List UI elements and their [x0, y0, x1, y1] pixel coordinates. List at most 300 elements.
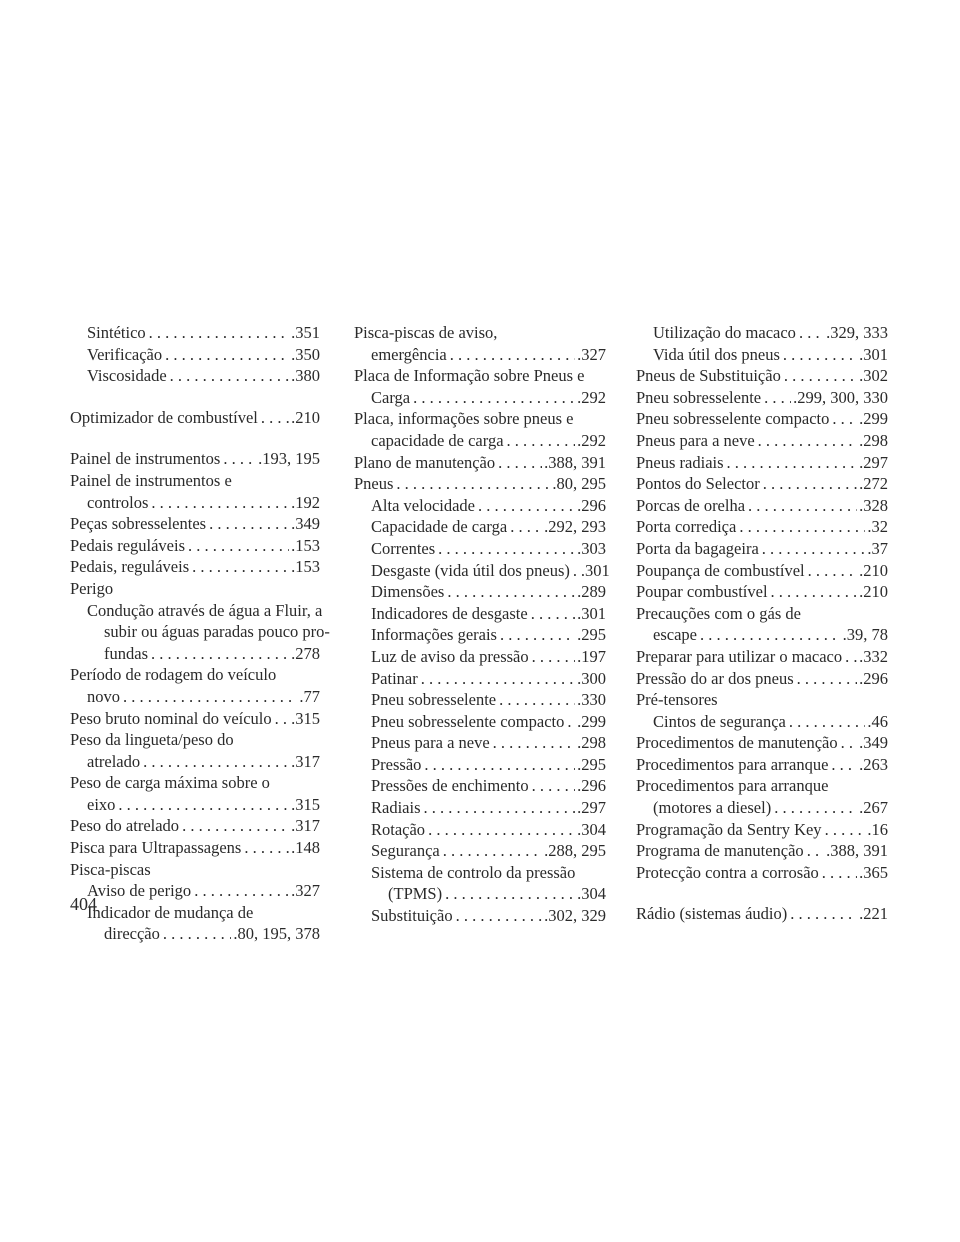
dot-leader: [424, 797, 576, 819]
entry-continuation-line: [70, 686, 320, 708]
index-subentry: [70, 902, 320, 945]
page-reference: .301: [859, 344, 888, 364]
page-reference: .380: [291, 366, 320, 386]
entry-term-line: [70, 837, 320, 859]
entry-term-line: [371, 797, 606, 819]
index-subentry: [354, 646, 606, 668]
entry-term: emergência: [371, 344, 447, 364]
page-reference: .301: [577, 603, 606, 623]
entry-term-line: [371, 646, 606, 668]
dot-leader: [567, 711, 575, 733]
index-entry: [636, 495, 888, 517]
page-reference: .297: [859, 452, 888, 472]
entry-term-line: [636, 560, 888, 582]
entry-term: Utilização do macaco: [653, 323, 796, 342]
entry-continuation-line: [354, 344, 606, 366]
index-entry: [636, 365, 888, 387]
entry-term: escape: [653, 625, 697, 645]
page-reference: .296: [577, 776, 606, 796]
entry-term: Placa, informações sobre pneus e: [354, 409, 574, 429]
index-subentry: [636, 344, 888, 366]
entry-term: Perigo: [70, 578, 114, 598]
dot-leader: [143, 751, 289, 773]
index-entry: [70, 664, 320, 707]
page-reference: .289: [577, 582, 606, 602]
dot-leader: [396, 473, 550, 495]
index-subentry: [354, 689, 606, 711]
entry-term-line: [70, 470, 320, 492]
entry-term: Programação da Sentry Key: [636, 819, 822, 839]
dot-leader: [421, 668, 575, 690]
entry-term: Pneus para a neve: [636, 430, 755, 450]
page-reference: .365: [859, 862, 888, 882]
index-entry: [636, 581, 888, 603]
entry-term: Luz de aviso da pressão: [371, 646, 529, 666]
dot-leader: [825, 819, 866, 841]
index-subentry: [354, 862, 606, 905]
index-subentry: [354, 538, 606, 560]
index-entry: [636, 689, 888, 711]
dot-leader: [456, 905, 543, 927]
entry-term: Pisca-piscas de aviso,: [354, 323, 498, 342]
dot-leader: [447, 581, 575, 603]
entry-continuation-line: [371, 883, 606, 905]
entry-term: Radiais: [371, 798, 421, 818]
dot-leader: [727, 452, 858, 474]
entry-term-line: [371, 754, 606, 776]
index-entry: [636, 668, 888, 690]
entry-term-line: [354, 473, 606, 495]
entry-term-line: [70, 859, 320, 881]
dot-leader: [424, 754, 575, 776]
entry-term: Condução através de água a Fluir, a: [87, 600, 323, 620]
dot-leader: [223, 448, 256, 470]
entry-term: novo: [87, 686, 120, 706]
page-reference: .210: [859, 582, 888, 602]
page-reference: .351: [291, 323, 320, 342]
dot-leader: [182, 815, 289, 837]
entry-term-line: [653, 322, 888, 344]
dot-leader: [822, 862, 857, 884]
page-reference: .302: [859, 366, 888, 386]
page-reference: .328: [859, 495, 888, 515]
entry-term-line: [87, 880, 320, 902]
page-reference: .300: [577, 668, 606, 688]
page-reference: .16: [867, 819, 888, 839]
index-entry: [636, 646, 888, 668]
page-reference: .298: [859, 430, 888, 450]
entry-term: Protecção contra a corrosão: [636, 862, 819, 882]
entry-term: Viscosidade: [87, 366, 167, 386]
dot-leader: [443, 840, 542, 862]
entry-term-line: [371, 711, 606, 733]
entry-continuation-line: [87, 923, 320, 945]
entry-term-line: [636, 840, 888, 862]
entry-term: Verificação: [87, 344, 163, 364]
page-reference: .349: [291, 514, 320, 534]
entry-term: Cintos de segurança: [653, 711, 786, 731]
entry-term-line: [636, 603, 888, 625]
entry-term: Patinar: [371, 668, 418, 688]
entry-term: Pneu sobresselente compacto: [636, 409, 830, 429]
entry-term-line: [87, 902, 320, 924]
entry-term-line: [371, 516, 606, 538]
entry-term: Plano de manutenção: [354, 452, 496, 472]
dot-leader: [149, 322, 289, 344]
dot-leader: [739, 516, 865, 538]
page-reference: .278: [291, 643, 320, 663]
entry-term: Pré-tensores: [636, 690, 718, 710]
entry-term: Porta da bagageira: [636, 538, 759, 558]
page-reference: .192: [291, 492, 320, 512]
entry-term-line: [653, 344, 888, 366]
index-subentry: [354, 495, 606, 517]
index-entry: [70, 578, 320, 600]
index-entry: [636, 560, 888, 582]
page-reference: .304: [577, 819, 606, 839]
index-entry: [636, 819, 888, 841]
index-subentry: [354, 754, 606, 776]
page-reference: .296: [859, 668, 888, 688]
index-entry: [354, 408, 606, 451]
entry-term-line: [636, 819, 888, 841]
entry-term-line: [371, 560, 610, 582]
page-reference: .292: [577, 430, 606, 450]
dot-leader: [151, 492, 289, 514]
dot-leader: [783, 344, 857, 366]
dot-leader: [192, 556, 289, 578]
dot-leader: [784, 365, 857, 387]
entry-term-line: [636, 516, 888, 538]
page-reference: .388, 391: [826, 841, 888, 861]
entry-term: Pedais, reguláveis: [70, 557, 190, 577]
page-reference: .210: [859, 560, 888, 580]
index-entry: [70, 859, 320, 881]
entry-term: Poupar combustível: [636, 582, 768, 602]
index-subentry: [70, 880, 320, 902]
page-reference: .221: [859, 904, 888, 924]
entry-term-line: [636, 903, 888, 925]
index-entry: [70, 815, 320, 837]
entry-term: Pressão do ar dos pneus: [636, 668, 794, 688]
entry-term: Pisca para Ultrapassagens: [70, 838, 242, 858]
dot-leader: [774, 797, 857, 819]
entry-continuation-line: [636, 797, 888, 819]
page-reference: .292, 293: [544, 517, 606, 537]
entry-term-line: [636, 538, 888, 560]
index-subentry: [354, 560, 610, 582]
dot-leader: [413, 387, 575, 409]
dot-leader: [831, 754, 857, 776]
index-subentry: [636, 322, 888, 344]
index-column-left: [70, 322, 330, 945]
entry-term: fundas: [104, 643, 148, 663]
entry-term: Procedimentos para arranque: [636, 776, 829, 796]
index-entry: [636, 473, 888, 495]
entry-term-line: [371, 603, 606, 625]
page-reference: .388, 391: [544, 452, 606, 472]
entry-term-line: [636, 452, 888, 474]
dot-leader: [261, 407, 289, 429]
page-reference: .39, 78: [842, 625, 888, 645]
entry-term-line: [636, 668, 888, 690]
dot-leader: [764, 387, 791, 409]
dot-leader: [165, 344, 289, 366]
index-subentry: [354, 840, 606, 862]
entry-term: Correntes: [371, 538, 436, 558]
entry-term-line: [70, 513, 320, 535]
page-reference: .327: [291, 881, 320, 901]
entry-term: Sintético: [87, 323, 146, 342]
index-subentry: [354, 603, 606, 625]
dot-leader: [493, 732, 575, 754]
dot-leader: [188, 535, 289, 557]
entry-term: capacidade de carga: [371, 430, 504, 450]
page-reference: .210: [291, 407, 320, 427]
index-subentry: [70, 365, 320, 387]
page-number: 404: [70, 894, 97, 914]
dot-leader: [700, 624, 841, 646]
entry-term: Pressão: [371, 754, 422, 774]
entry-continuation-line: [87, 643, 320, 665]
dot-leader: [445, 883, 575, 905]
page-reference: .80, 295: [552, 474, 606, 494]
dot-leader: [832, 408, 857, 430]
entry-continuation-line: [354, 387, 606, 409]
entry-term: Placa de Informação sobre Pneus e: [354, 366, 585, 386]
page-reference: .80, 195, 378: [233, 924, 320, 944]
entry-term-line: [354, 452, 606, 474]
page-reference: .299, 300, 330: [793, 387, 888, 407]
dot-leader: [763, 473, 857, 495]
page-reference: .317: [291, 751, 320, 771]
entry-term: (motores a diesel): [653, 798, 772, 818]
page-reference: .296: [577, 495, 606, 515]
entry-term: Rádio (sistemas áudio): [636, 904, 788, 924]
entry-term: Informações gerais: [371, 625, 497, 645]
entry-term-line: [70, 772, 320, 794]
index-entry: [70, 470, 320, 513]
entry-term-line: [636, 430, 888, 452]
dot-leader: [478, 495, 575, 517]
entry-term-line: [371, 538, 606, 560]
dot-leader: [573, 560, 579, 582]
dot-leader: [170, 365, 289, 387]
entry-term: Indicador de mudança de: [87, 902, 254, 922]
index-subentry: [354, 819, 606, 841]
entry-term-line: [653, 711, 888, 733]
index-subentry: [354, 668, 606, 690]
entry-term-line: [636, 689, 888, 711]
entry-continuation-line: [354, 430, 606, 452]
entry-term: Pneus radiais: [636, 452, 724, 472]
entry-term: direcção: [104, 924, 160, 944]
page-reference: .330: [577, 690, 606, 710]
index-column-right: [636, 322, 888, 925]
index-entry: [70, 837, 320, 859]
entry-term-line: [636, 365, 888, 387]
page-reference: .301: [580, 560, 610, 580]
index-subentry: [354, 581, 606, 603]
page-reference: .153: [291, 535, 320, 555]
page-reference: .302, 329: [544, 906, 606, 926]
entry-term: Período de rodagem do veículo: [70, 665, 277, 685]
entry-term: Indicadores de desgaste: [371, 603, 528, 623]
entry-term: Pneu sobresselente compacto: [371, 711, 565, 731]
entry-continuation-line: [70, 751, 320, 773]
dot-leader: [507, 430, 576, 452]
dot-leader: [748, 495, 857, 517]
index-entry: [70, 535, 320, 557]
entry-term-line: [371, 624, 606, 646]
entry-term-line: [87, 365, 320, 387]
page-reference: .317: [291, 816, 320, 836]
dot-leader: [438, 538, 575, 560]
index-column-middle: [354, 322, 610, 927]
page-reference: .272: [859, 474, 888, 494]
entry-term-line: [636, 473, 888, 495]
index-entry: [636, 408, 888, 430]
page-reference: .148: [291, 838, 320, 858]
page-reference: .46: [867, 711, 888, 731]
dot-leader: [808, 560, 857, 582]
entry-term-line: [636, 408, 888, 430]
entry-term-line: [371, 689, 606, 711]
entry-term-line: [354, 322, 606, 344]
index-entry: [70, 513, 320, 535]
page-reference: .77: [299, 686, 320, 706]
entry-continuation-line: [87, 621, 330, 643]
page-reference: .329, 333: [826, 323, 888, 342]
dot-leader: [762, 538, 866, 560]
entry-term: Porcas de orelha: [636, 495, 746, 515]
entry-term-line: [70, 535, 320, 557]
entry-term-line: [70, 407, 320, 429]
entry-term-line: [371, 581, 606, 603]
entry-continuation-line: [70, 492, 320, 514]
dot-leader: [123, 686, 297, 708]
page-reference: .315: [291, 708, 320, 728]
entry-term-line: [87, 344, 320, 366]
page-reference: .315: [291, 794, 320, 814]
index-subentry: [354, 516, 606, 538]
entry-term: Peso da lingueta/peso do: [70, 730, 234, 750]
entry-continuation-line: [70, 794, 320, 816]
entry-term-line: [70, 556, 320, 578]
index-subentry: [354, 624, 606, 646]
entry-term: Optimizador de combustível: [70, 407, 258, 427]
entry-term-line: [636, 387, 888, 409]
page-reference: .37: [867, 538, 888, 558]
index-subentry: [354, 775, 606, 797]
index-entry: [354, 473, 606, 495]
index-subentry: [354, 797, 606, 819]
index-subentry: [354, 711, 606, 733]
entry-term-line: [354, 365, 606, 387]
entry-term: Capacidade de carga: [371, 517, 508, 537]
entry-term: Dimensões: [371, 582, 445, 602]
entry-term: Pneus: [354, 474, 394, 494]
entry-term: Pisca-piscas: [70, 859, 151, 879]
index-entry: [354, 322, 606, 365]
page-reference: .295: [577, 754, 606, 774]
entry-term: Aviso de perigo: [87, 881, 192, 901]
index-entry: [636, 430, 888, 452]
entry-term: Peso bruto nominal do veículo: [70, 708, 272, 728]
dot-leader: [789, 711, 865, 733]
entry-term: subir ou águas paradas pouco pro-: [104, 622, 330, 642]
entry-term: Painel de instrumentos: [70, 449, 221, 469]
dot-leader: [758, 430, 857, 452]
entry-term: Preparar para utilizar o macaco: [636, 646, 843, 666]
page-reference: .350: [291, 344, 320, 364]
entry-term-line: [636, 495, 888, 517]
page-reference: .304: [577, 884, 606, 904]
entry-term: Poupança de combustível: [636, 560, 805, 580]
page-reference: .32: [867, 517, 888, 537]
page-reference: .298: [577, 733, 606, 753]
entry-term: Pneus de Substituição: [636, 366, 781, 386]
entry-term: Procedimentos de manutenção: [636, 733, 838, 753]
entry-term: Procedimentos para arranque: [636, 754, 829, 774]
page-reference: .295: [577, 625, 606, 645]
entry-term: Pedais reguláveis: [70, 535, 186, 555]
entry-term: Pneus para a neve: [371, 733, 490, 753]
entry-term: eixo: [87, 794, 116, 814]
index-entry: [636, 732, 888, 754]
entry-term: Peso do atrelado: [70, 816, 180, 836]
dot-leader: [428, 819, 575, 841]
index-entry: [636, 754, 888, 776]
entry-term-line: [636, 754, 888, 776]
index-entry: [636, 516, 888, 538]
index-entry: [636, 452, 888, 474]
dot-leader: [151, 643, 289, 665]
page-reference: .299: [577, 711, 606, 731]
dot-leader: [797, 668, 857, 690]
page-reference: .263: [859, 754, 888, 774]
entry-term-line: [87, 600, 323, 622]
entry-term-line: [636, 646, 888, 668]
entry-term-line: [70, 664, 320, 686]
dot-leader: [118, 794, 289, 816]
entry-term: Pneu sobresselente: [371, 690, 497, 710]
dot-leader: [799, 322, 824, 344]
page-reference: .297: [577, 798, 606, 818]
entry-term: Pressões de enchimento: [371, 776, 529, 796]
index-entry: [70, 448, 320, 470]
dot-leader: [194, 880, 289, 902]
entry-term-line: [371, 668, 606, 690]
entry-term-line: [70, 708, 320, 730]
entry-term: controlos: [87, 492, 149, 512]
dot-leader: [244, 837, 289, 859]
dot-leader: [807, 840, 824, 862]
entry-term: Painel de instrumentos e: [70, 470, 232, 490]
entry-term: Rotação: [371, 819, 426, 839]
page-reference: .267: [859, 798, 888, 818]
dot-leader: [790, 903, 857, 925]
entry-term: atrelado: [87, 751, 141, 771]
page-reference: .299: [859, 409, 888, 429]
page-reference: .288, 295: [544, 841, 606, 861]
index-entry: [636, 603, 888, 646]
entry-term-line: [371, 840, 606, 862]
index-entry: [70, 708, 320, 730]
entry-term-line: [371, 819, 606, 841]
dot-leader: [450, 344, 575, 366]
entry-term: Segurança: [371, 841, 440, 861]
